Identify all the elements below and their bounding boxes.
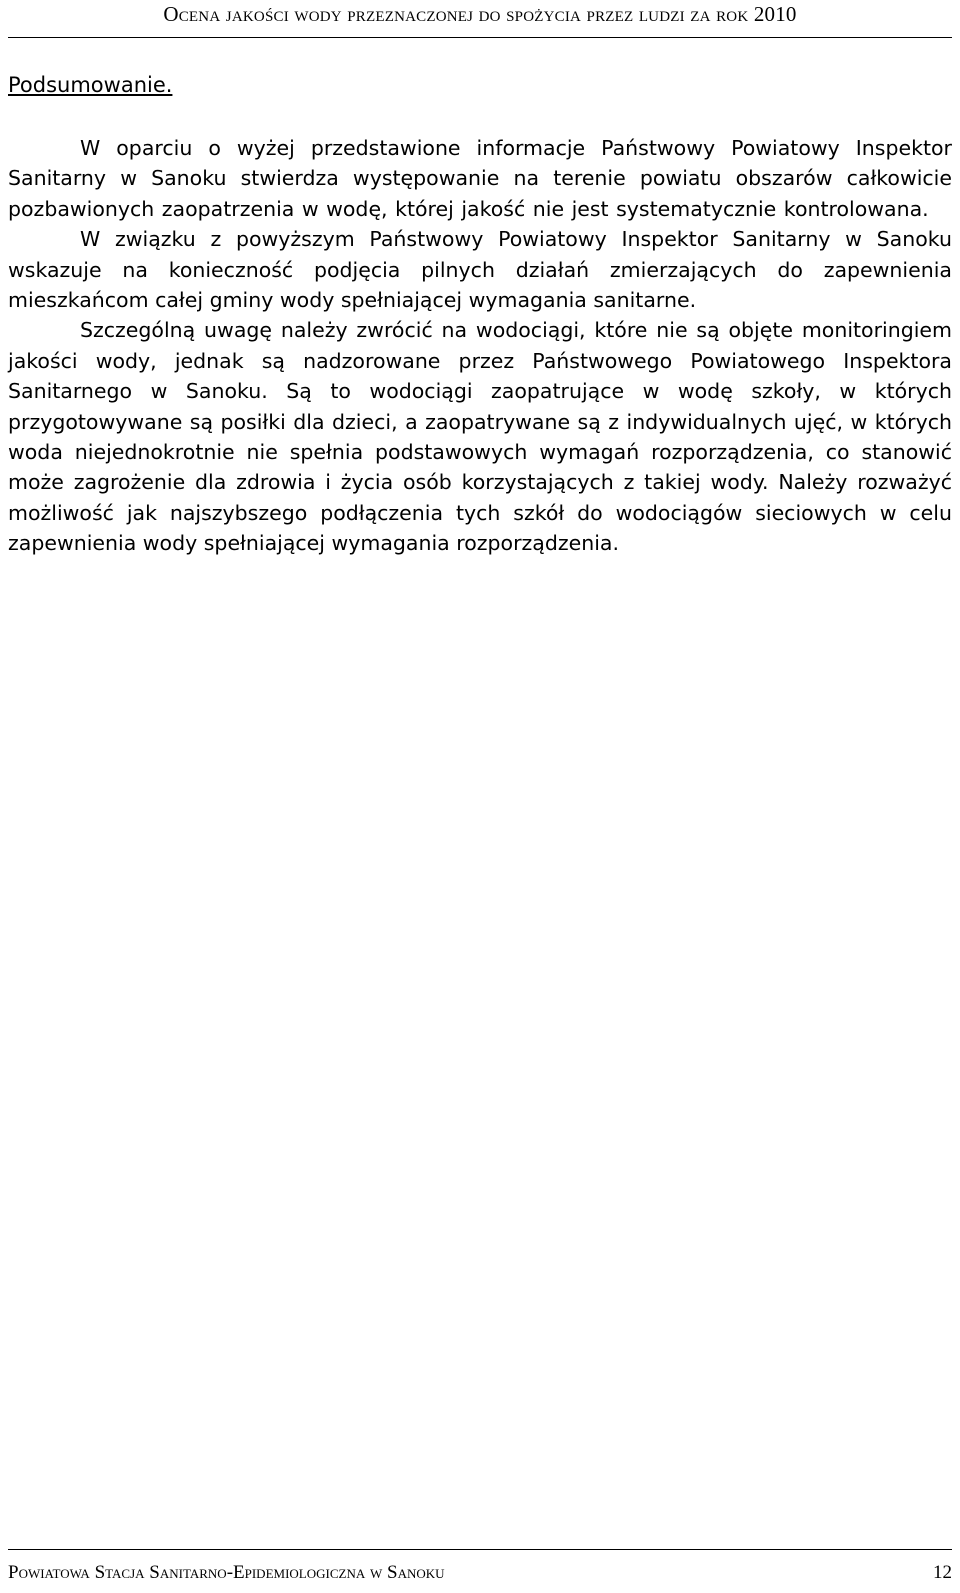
paragraph-1: W oparciu o wyżej przedstawione informacje Państwowy Powiatowy Inspektor Sanitarny w Sanoku stwierdza występowanie na terenie powiatu obszarów całkowicie pozbawionych zaopatrzenia w wodę, której jakość nie jest systematycznie kontrolowana.	[8, 136, 952, 221]
page-header	[8, 0, 952, 38]
page-footer	[8, 1549, 952, 1593]
document-title: Ocena jakości wody przeznaczonej do spożycia przez ludzi za rok 2010	[163, 2, 797, 26]
page-number: 12	[933, 1562, 952, 1583]
footer-organization: Powiatowa Stacja Sanitarno-Epidemiologiczna w Sanoku	[8, 1562, 445, 1583]
paragraph-3: Szczególną uwagę należy zwrócić na wodociągi, które nie są objęte monitoringiem jakości wody, jednak są nadzorowane przez Państwowego Powiatowego Inspektora Sanitarnego w Sanoku. Są to wodociągi zaopatrujące w wodę szkoły, w których przygotowywane są posiłki dla dzieci, a zaopatrywane są z indywidualnych ujęć, w których woda niejednokrotnie nie spełnia podstawowych wymagań rozporządzenia, co stanowić może zagrożenie dla zdrowia i życia osób korzystających z takiej wody. Należy rozważyć możliwość jak najszybszego podłączenia tych szkół do wodociągów sieciowych w celu zapewnienia wody spełniającej wymagania rozporządzenia.	[8, 318, 952, 556]
section-title: Podsumowanie.	[8, 73, 173, 97]
document-body	[8, 70, 952, 559]
paragraph-2: W związku z powyższym Państwowy Powiatowy Inspektor Sanitarny w Sanoku wskazuje na konieczność podjęcia pilnych działań zmierzających do zapewnienia mieszkańcom całej gminy wody spełniającej wymagania sanitarne.	[8, 227, 952, 313]
